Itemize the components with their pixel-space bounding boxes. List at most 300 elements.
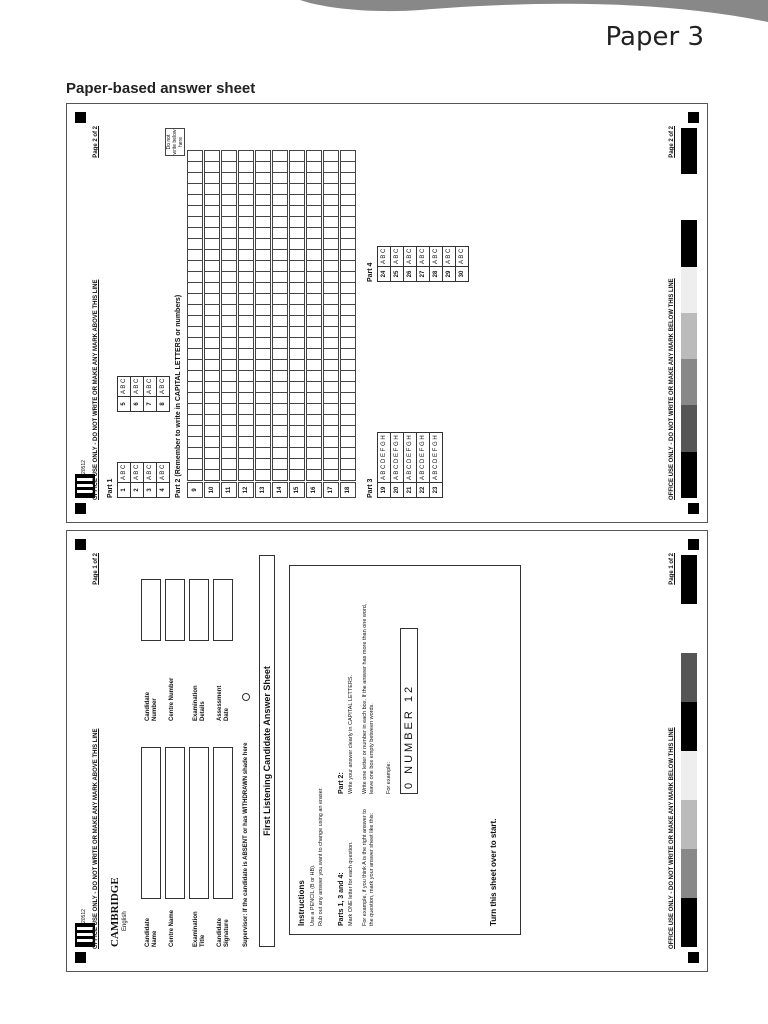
letter-box[interactable] xyxy=(255,403,271,415)
letter-box[interactable] xyxy=(306,469,322,481)
centre-name-box[interactable] xyxy=(165,747,185,899)
option-bubbles[interactable]: A B C xyxy=(378,246,391,266)
letter-box[interactable] xyxy=(306,183,322,195)
letter-box[interactable] xyxy=(323,194,339,206)
option-bubbles[interactable]: A B C D E F G H xyxy=(404,433,417,483)
letter-box[interactable] xyxy=(306,216,322,228)
letter-box[interactable] xyxy=(340,172,356,184)
letter-box[interactable] xyxy=(289,414,305,426)
letter-box[interactable] xyxy=(187,436,203,448)
letter-box[interactable] xyxy=(323,469,339,481)
letter-box[interactable] xyxy=(238,183,254,195)
letter-box[interactable] xyxy=(187,282,203,294)
letter-box[interactable] xyxy=(306,403,322,415)
letter-box[interactable] xyxy=(323,238,339,250)
part2-letter-boxes[interactable] xyxy=(340,150,356,480)
letter-box[interactable] xyxy=(272,381,288,393)
letter-box[interactable] xyxy=(323,282,339,294)
letter-box[interactable] xyxy=(187,469,203,481)
letter-box[interactable] xyxy=(238,260,254,272)
letter-box[interactable] xyxy=(306,260,322,272)
letter-box[interactable] xyxy=(323,249,339,261)
letter-box[interactable] xyxy=(340,370,356,382)
letter-box[interactable] xyxy=(187,249,203,261)
letter-box[interactable] xyxy=(323,271,339,283)
part2-letter-boxes[interactable] xyxy=(204,150,220,480)
letter-box[interactable] xyxy=(187,260,203,272)
letter-box[interactable] xyxy=(204,370,220,382)
letter-box[interactable] xyxy=(187,348,203,360)
letter-box[interactable] xyxy=(272,238,288,250)
letter-box[interactable] xyxy=(340,238,356,250)
letter-box[interactable] xyxy=(238,271,254,283)
letter-box[interactable] xyxy=(323,458,339,470)
letter-box[interactable] xyxy=(289,271,305,283)
letter-box[interactable] xyxy=(272,293,288,305)
letter-box[interactable] xyxy=(238,370,254,382)
letter-box[interactable] xyxy=(204,172,220,184)
letter-box[interactable] xyxy=(289,216,305,228)
letter-box[interactable] xyxy=(289,249,305,261)
letter-box[interactable] xyxy=(306,304,322,316)
letter-box[interactable] xyxy=(323,183,339,195)
letter-box[interactable] xyxy=(272,304,288,316)
letter-box[interactable] xyxy=(323,172,339,184)
letter-box[interactable] xyxy=(221,205,237,217)
letter-box[interactable] xyxy=(238,293,254,305)
letter-box[interactable] xyxy=(187,337,203,349)
letter-box[interactable] xyxy=(272,370,288,382)
option-bubbles[interactable]: A B C D E F G H xyxy=(391,433,404,483)
letter-box[interactable] xyxy=(238,359,254,371)
letter-box[interactable] xyxy=(289,469,305,481)
letter-box[interactable] xyxy=(221,304,237,316)
letter-box[interactable] xyxy=(340,348,356,360)
letter-box[interactable] xyxy=(340,271,356,283)
letter-box[interactable] xyxy=(204,381,220,393)
letter-box[interactable] xyxy=(323,381,339,393)
letter-box[interactable] xyxy=(289,370,305,382)
exam-details-box[interactable] xyxy=(189,579,209,641)
letter-box[interactable] xyxy=(187,370,203,382)
letter-box[interactable] xyxy=(187,392,203,404)
option-bubbles[interactable]: A B C xyxy=(443,246,456,266)
letter-box[interactable] xyxy=(187,271,203,283)
letter-box[interactable] xyxy=(204,403,220,415)
letter-box[interactable] xyxy=(289,458,305,470)
letter-box[interactable] xyxy=(272,425,288,437)
letter-box[interactable] xyxy=(340,216,356,228)
letter-box[interactable] xyxy=(289,381,305,393)
letter-box[interactable] xyxy=(238,348,254,360)
candidate-number-box[interactable] xyxy=(141,579,161,641)
option-bubbles[interactable]: A B C xyxy=(118,462,131,482)
letter-box[interactable] xyxy=(238,172,254,184)
part2-letter-boxes[interactable] xyxy=(289,150,305,480)
letter-box[interactable] xyxy=(187,414,203,426)
letter-box[interactable] xyxy=(272,359,288,371)
letter-box[interactable] xyxy=(221,227,237,239)
letter-box[interactable] xyxy=(255,348,271,360)
letter-box[interactable] xyxy=(238,216,254,228)
letter-box[interactable] xyxy=(255,414,271,426)
part2-letter-boxes[interactable] xyxy=(323,150,339,480)
letter-box[interactable] xyxy=(323,315,339,327)
option-bubbles[interactable]: A B C xyxy=(157,376,170,396)
part2-letter-boxes[interactable] xyxy=(272,150,288,480)
letter-box[interactable] xyxy=(221,172,237,184)
letter-box[interactable] xyxy=(272,337,288,349)
letter-box[interactable] xyxy=(323,403,339,415)
letter-box[interactable] xyxy=(204,194,220,206)
letter-box[interactable] xyxy=(221,370,237,382)
letter-box[interactable] xyxy=(255,458,271,470)
letter-box[interactable] xyxy=(306,315,322,327)
letter-box[interactable] xyxy=(272,414,288,426)
letter-box[interactable] xyxy=(306,271,322,283)
letter-box[interactable] xyxy=(323,425,339,437)
letter-box[interactable] xyxy=(340,260,356,272)
letter-box[interactable] xyxy=(221,271,237,283)
letter-box[interactable] xyxy=(306,337,322,349)
letter-box[interactable] xyxy=(187,403,203,415)
letter-box[interactable] xyxy=(272,326,288,338)
letter-box[interactable] xyxy=(340,249,356,261)
option-bubbles[interactable]: A B C D E F G H xyxy=(430,433,443,483)
letter-box[interactable] xyxy=(340,161,356,173)
letter-box[interactable] xyxy=(323,326,339,338)
letter-box[interactable] xyxy=(255,205,271,217)
letter-box[interactable] xyxy=(204,348,220,360)
letter-box[interactable] xyxy=(255,271,271,283)
letter-box[interactable] xyxy=(238,249,254,261)
letter-box[interactable] xyxy=(187,161,203,173)
letter-box[interactable] xyxy=(340,194,356,206)
letter-box[interactable] xyxy=(238,194,254,206)
letter-box[interactable] xyxy=(238,326,254,338)
letter-box[interactable] xyxy=(255,359,271,371)
letter-box[interactable] xyxy=(238,392,254,404)
letter-box[interactable] xyxy=(323,414,339,426)
letter-box[interactable] xyxy=(306,194,322,206)
option-bubbles[interactable]: A B C xyxy=(157,462,170,482)
letter-box[interactable] xyxy=(204,249,220,261)
letter-box[interactable] xyxy=(306,425,322,437)
letter-box[interactable] xyxy=(238,458,254,470)
letter-box[interactable] xyxy=(323,216,339,228)
letter-box[interactable] xyxy=(204,436,220,448)
letter-box[interactable] xyxy=(204,392,220,404)
letter-box[interactable] xyxy=(340,282,356,294)
letter-box[interactable] xyxy=(272,436,288,448)
letter-box[interactable] xyxy=(187,326,203,338)
letter-box[interactable] xyxy=(272,172,288,184)
option-bubbles[interactable]: A B C D E F G H xyxy=(378,433,391,483)
letter-box[interactable] xyxy=(187,447,203,459)
letter-box[interactable] xyxy=(289,447,305,459)
letter-box[interactable] xyxy=(221,315,237,327)
letter-box[interactable] xyxy=(272,458,288,470)
signature-box[interactable] xyxy=(213,747,233,899)
letter-box[interactable] xyxy=(187,183,203,195)
letter-box[interactable] xyxy=(323,304,339,316)
letter-box[interactable] xyxy=(306,205,322,217)
letter-box[interactable] xyxy=(221,447,237,459)
letter-box[interactable] xyxy=(306,359,322,371)
letter-box[interactable] xyxy=(340,359,356,371)
letter-box[interactable] xyxy=(289,282,305,294)
letter-box[interactable] xyxy=(187,194,203,206)
letter-box[interactable] xyxy=(340,414,356,426)
letter-box[interactable] xyxy=(221,359,237,371)
letter-box[interactable] xyxy=(272,403,288,415)
letter-box[interactable] xyxy=(272,150,288,162)
letter-box[interactable] xyxy=(221,194,237,206)
letter-box[interactable] xyxy=(238,205,254,217)
letter-box[interactable] xyxy=(255,282,271,294)
letter-box[interactable] xyxy=(289,326,305,338)
letter-box[interactable] xyxy=(255,216,271,228)
letter-box[interactable] xyxy=(238,238,254,250)
letter-box[interactable] xyxy=(221,293,237,305)
letter-box[interactable] xyxy=(238,282,254,294)
letter-box[interactable] xyxy=(306,392,322,404)
part2-letter-boxes[interactable] xyxy=(255,150,271,480)
letter-box[interactable] xyxy=(221,161,237,173)
letter-box[interactable] xyxy=(289,150,305,162)
letter-box[interactable] xyxy=(221,458,237,470)
letter-box[interactable] xyxy=(323,392,339,404)
letter-box[interactable] xyxy=(323,436,339,448)
letter-box[interactable] xyxy=(204,458,220,470)
letter-box[interactable] xyxy=(323,370,339,382)
letter-box[interactable] xyxy=(255,370,271,382)
option-bubbles[interactable]: A B C xyxy=(456,246,469,266)
letter-box[interactable] xyxy=(204,205,220,217)
letter-box[interactable] xyxy=(272,271,288,283)
letter-box[interactable] xyxy=(306,414,322,426)
letter-box[interactable] xyxy=(255,469,271,481)
option-bubbles[interactable]: A B C xyxy=(131,376,144,396)
letter-box[interactable] xyxy=(255,315,271,327)
option-bubbles[interactable]: A B C xyxy=(417,246,430,266)
part2-letter-boxes[interactable] xyxy=(306,150,322,480)
absent-shade-bubble[interactable] xyxy=(242,693,250,701)
letter-box[interactable] xyxy=(340,425,356,437)
letter-box[interactable] xyxy=(289,359,305,371)
letter-box[interactable] xyxy=(306,370,322,382)
letter-box[interactable] xyxy=(323,260,339,272)
option-bubbles[interactable]: A B C D E F G H xyxy=(417,433,430,483)
letter-box[interactable] xyxy=(255,326,271,338)
letter-box[interactable] xyxy=(289,260,305,272)
letter-box[interactable] xyxy=(306,249,322,261)
letter-box[interactable] xyxy=(255,260,271,272)
letter-box[interactable] xyxy=(272,315,288,327)
letter-box[interactable] xyxy=(255,436,271,448)
letter-box[interactable] xyxy=(323,293,339,305)
part2-letter-boxes[interactable] xyxy=(221,150,237,480)
letter-box[interactable] xyxy=(255,304,271,316)
letter-box[interactable] xyxy=(187,227,203,239)
letter-box[interactable] xyxy=(272,161,288,173)
letter-box[interactable] xyxy=(289,436,305,448)
letter-box[interactable] xyxy=(289,425,305,437)
letter-box[interactable] xyxy=(255,447,271,459)
letter-box[interactable] xyxy=(204,293,220,305)
letter-box[interactable] xyxy=(340,458,356,470)
letter-box[interactable] xyxy=(306,447,322,459)
letter-box[interactable] xyxy=(255,249,271,261)
letter-box[interactable] xyxy=(272,260,288,272)
letter-box[interactable] xyxy=(323,227,339,239)
letter-box[interactable] xyxy=(306,293,322,305)
letter-box[interactable] xyxy=(221,260,237,272)
letter-box[interactable] xyxy=(204,227,220,239)
letter-box[interactable] xyxy=(221,392,237,404)
part2-letter-boxes[interactable] xyxy=(187,150,203,480)
letter-box[interactable] xyxy=(289,238,305,250)
letter-box[interactable] xyxy=(204,304,220,316)
letter-box[interactable] xyxy=(272,469,288,481)
letter-box[interactable] xyxy=(204,315,220,327)
letter-box[interactable] xyxy=(306,282,322,294)
letter-box[interactable] xyxy=(272,348,288,360)
letter-box[interactable] xyxy=(340,227,356,239)
letter-box[interactable] xyxy=(221,216,237,228)
letter-box[interactable] xyxy=(255,161,271,173)
letter-box[interactable] xyxy=(340,392,356,404)
letter-box[interactable] xyxy=(187,293,203,305)
letter-box[interactable] xyxy=(289,205,305,217)
letter-box[interactable] xyxy=(204,425,220,437)
letter-box[interactable] xyxy=(187,238,203,250)
letter-box[interactable] xyxy=(340,293,356,305)
letter-box[interactable] xyxy=(204,150,220,162)
letter-box[interactable] xyxy=(238,150,254,162)
letter-box[interactable] xyxy=(272,249,288,261)
letter-box[interactable] xyxy=(255,293,271,305)
letter-box[interactable] xyxy=(204,326,220,338)
assessment-date-box[interactable] xyxy=(213,579,233,641)
letter-box[interactable] xyxy=(255,150,271,162)
letter-box[interactable] xyxy=(204,161,220,173)
letter-box[interactable] xyxy=(204,271,220,283)
letter-box[interactable] xyxy=(238,337,254,349)
letter-box[interactable] xyxy=(238,469,254,481)
letter-box[interactable] xyxy=(340,205,356,217)
letter-box[interactable] xyxy=(340,436,356,448)
letter-box[interactable] xyxy=(255,172,271,184)
letter-box[interactable] xyxy=(323,150,339,162)
letter-box[interactable] xyxy=(187,381,203,393)
letter-box[interactable] xyxy=(187,172,203,184)
letter-box[interactable] xyxy=(221,469,237,481)
letter-box[interactable] xyxy=(221,425,237,437)
letter-box[interactable] xyxy=(289,183,305,195)
letter-box[interactable] xyxy=(323,337,339,349)
letter-box[interactable] xyxy=(323,447,339,459)
letter-box[interactable] xyxy=(255,227,271,239)
letter-box[interactable] xyxy=(238,161,254,173)
letter-box[interactable] xyxy=(187,216,203,228)
letter-box[interactable] xyxy=(289,337,305,349)
letter-box[interactable] xyxy=(289,304,305,316)
letter-box[interactable] xyxy=(187,205,203,217)
letter-box[interactable] xyxy=(272,183,288,195)
letter-box[interactable] xyxy=(272,282,288,294)
letter-box[interactable] xyxy=(221,150,237,162)
letter-box[interactable] xyxy=(204,260,220,272)
letter-box[interactable] xyxy=(255,381,271,393)
letter-box[interactable] xyxy=(238,381,254,393)
letter-box[interactable] xyxy=(306,326,322,338)
letter-box[interactable] xyxy=(306,150,322,162)
letter-box[interactable] xyxy=(272,392,288,404)
letter-box[interactable] xyxy=(187,304,203,316)
letter-box[interactable] xyxy=(221,282,237,294)
letter-box[interactable] xyxy=(238,403,254,415)
letter-box[interactable] xyxy=(204,238,220,250)
letter-box[interactable] xyxy=(238,425,254,437)
letter-box[interactable] xyxy=(255,337,271,349)
letter-box[interactable] xyxy=(221,436,237,448)
letter-box[interactable] xyxy=(272,216,288,228)
letter-box[interactable] xyxy=(204,282,220,294)
letter-box[interactable] xyxy=(187,150,203,162)
letter-box[interactable] xyxy=(289,194,305,206)
letter-box[interactable] xyxy=(323,205,339,217)
letter-box[interactable] xyxy=(187,359,203,371)
letter-box[interactable] xyxy=(204,216,220,228)
option-bubbles[interactable]: A B C xyxy=(404,246,417,266)
letter-box[interactable] xyxy=(323,359,339,371)
letter-box[interactable] xyxy=(340,469,356,481)
letter-box[interactable] xyxy=(187,425,203,437)
letter-box[interactable] xyxy=(255,183,271,195)
letter-box[interactable] xyxy=(340,381,356,393)
letter-box[interactable] xyxy=(340,150,356,162)
letter-box[interactable] xyxy=(272,194,288,206)
letter-box[interactable] xyxy=(255,425,271,437)
letter-box[interactable] xyxy=(221,337,237,349)
letter-box[interactable] xyxy=(221,238,237,250)
letter-box[interactable] xyxy=(340,403,356,415)
letter-box[interactable] xyxy=(306,238,322,250)
letter-box[interactable] xyxy=(289,403,305,415)
letter-box[interactable] xyxy=(238,447,254,459)
letter-box[interactable] xyxy=(340,337,356,349)
letter-box[interactable] xyxy=(255,392,271,404)
letter-box[interactable] xyxy=(306,172,322,184)
letter-box[interactable] xyxy=(272,227,288,239)
part2-letter-boxes[interactable] xyxy=(238,150,254,480)
letter-box[interactable] xyxy=(306,161,322,173)
letter-box[interactable] xyxy=(204,337,220,349)
letter-box[interactable] xyxy=(221,414,237,426)
option-bubbles[interactable]: A B C xyxy=(131,462,144,482)
letter-box[interactable] xyxy=(289,227,305,239)
exam-title-box[interactable] xyxy=(189,747,209,899)
letter-box[interactable] xyxy=(306,348,322,360)
letter-box[interactable] xyxy=(340,183,356,195)
letter-box[interactable] xyxy=(323,348,339,360)
letter-box[interactable] xyxy=(289,293,305,305)
letter-box[interactable] xyxy=(306,381,322,393)
option-bubbles[interactable]: A B C xyxy=(391,246,404,266)
letter-box[interactable] xyxy=(340,326,356,338)
option-bubbles[interactable]: A B C xyxy=(118,376,131,396)
